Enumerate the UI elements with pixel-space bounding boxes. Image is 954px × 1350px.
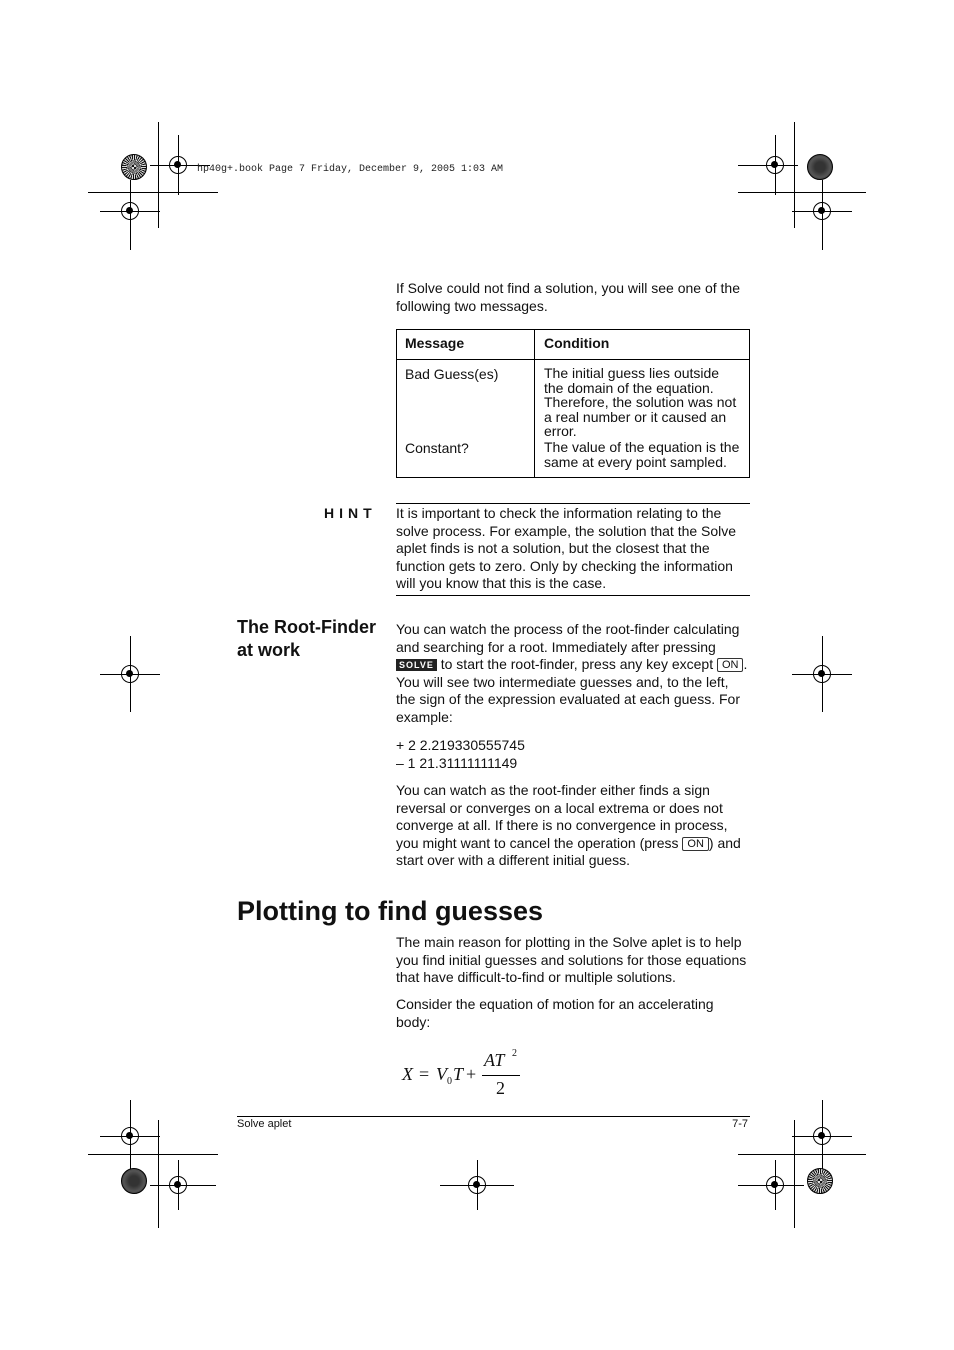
- page-number: 7-7: [732, 1118, 748, 1130]
- eq-numerator: AT: [484, 1050, 505, 1070]
- example-line-2: – 1 21.31111111149: [396, 754, 518, 771]
- eq-superscript: 2: [512, 1048, 517, 1059]
- condition-constant: The value of the equation is the same at every point sampled.: [544, 439, 740, 470]
- text-run: You can watch as the root-finder either finds a sign reversal or converges on a local extrema or does not converge at all. If there is no convergence in process, you might want to cancel the operation (press: [396, 782, 728, 851]
- footer-rule: [237, 1116, 750, 1117]
- messages-table: [396, 329, 750, 478]
- text-run: to start the root-finder, press any key except: [440, 656, 714, 673]
- eq-fraction-bar: [482, 1075, 520, 1076]
- root-finder-paragraph-2: [396, 782, 750, 870]
- table-header-message: Message: [397, 330, 535, 360]
- message-constant: Constant?: [405, 440, 469, 456]
- section-heading-root-finder: [237, 616, 376, 662]
- on-key: ON: [717, 658, 744, 672]
- equation-of-motion: [402, 1050, 532, 1100]
- solve-key: SOLVE: [396, 659, 437, 671]
- text-run: . You will see two intermediate guesses and, to the left, the sign of the expression evaluated at each guess. For example:: [396, 656, 748, 725]
- running-head: hp40g+.book Page 7 Friday, December 9, 2005 1:03 AM: [197, 164, 504, 175]
- table-condition-cell: [535, 360, 750, 478]
- hint-rule-top: [396, 503, 750, 504]
- eq-v: V: [436, 1064, 447, 1084]
- hint-rule-bottom: [396, 595, 750, 596]
- eq-denominator: 2: [496, 1078, 505, 1098]
- eq-x: X: [402, 1064, 413, 1084]
- example-output: [396, 737, 525, 772]
- eq-plus: +: [466, 1064, 477, 1084]
- table-message-cell: [397, 360, 535, 478]
- eq-subscript: 0: [447, 1076, 452, 1087]
- heading-line-1: The Root-Finder: [237, 617, 376, 637]
- on-key: ON: [682, 837, 709, 851]
- plotting-paragraph-2: Consider the equation of motion for an accelerating body:: [396, 996, 714, 1030]
- eq-equals: =: [419, 1064, 430, 1084]
- root-finder-paragraph-1: [396, 621, 750, 727]
- text-run: ) and start over with a different initial guess.: [396, 834, 741, 869]
- text-run: You can watch the process of the root-finder calculating and searching for a root. Immediately after pressing: [396, 621, 740, 655]
- table-header-condition: Condition: [535, 330, 750, 360]
- example-line-1: + 2 2.219330555745: [396, 737, 525, 753]
- eq-t: T: [453, 1064, 464, 1084]
- section-title-plotting: Plotting to find guesses: [237, 896, 544, 926]
- intro-paragraph: If Solve could not find a solution, you will see one of the following two messages.: [396, 280, 740, 314]
- hint-text: It is important to check the information relating to the solve process. For example, the solution that the Solve aplet finds is not a solution, but the closest that the function gets to zero. Only by checking the information will you know that this is the case.: [396, 505, 737, 592]
- plotting-paragraph-1: The main reason for plotting in the Solve aplet is to help you find initial guesses and solutions for those equations that have difficult-to-find or multiple solutions.: [396, 934, 747, 986]
- footer-left: Solve aplet: [237, 1118, 292, 1130]
- condition-bad-guess: The initial guess lies outside the domain of the equation. Therefore, the solution was not a real number or it caused an error.: [544, 365, 737, 439]
- heading-line-2: at work: [237, 640, 301, 660]
- message-bad-guess: Bad Guess(es): [405, 366, 499, 382]
- hint-label: HINT: [324, 505, 377, 521]
